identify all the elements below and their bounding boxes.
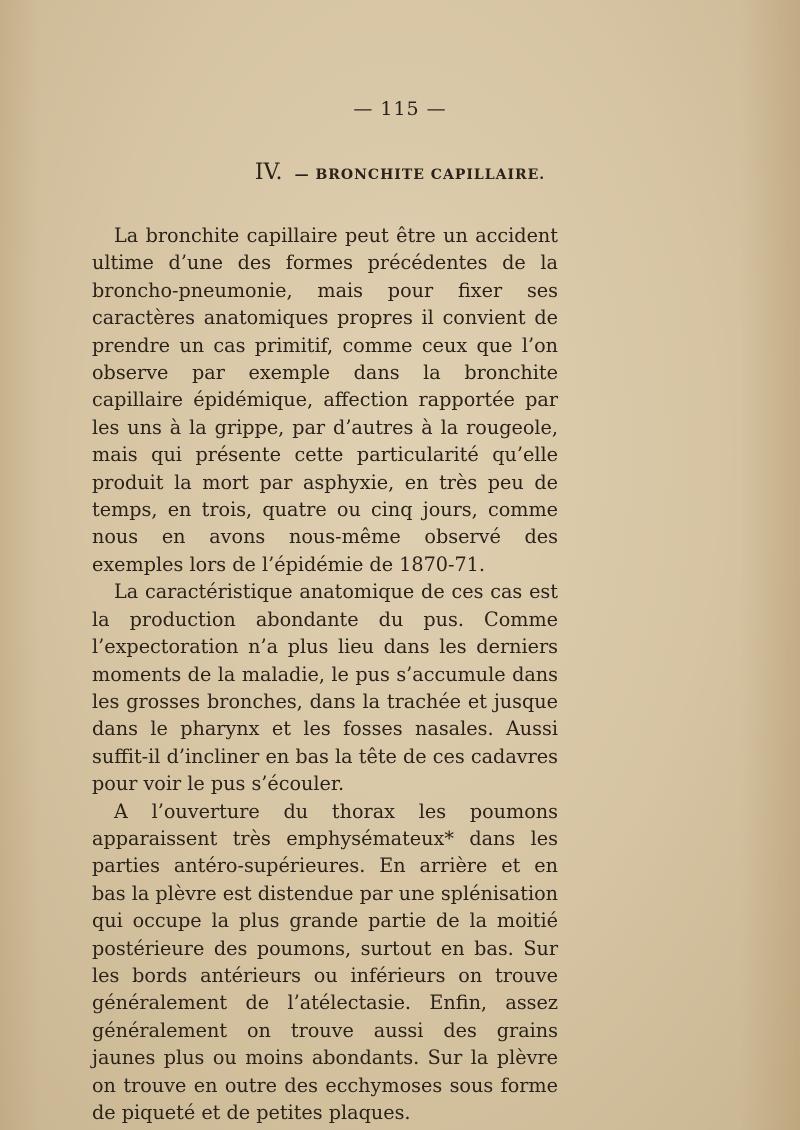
paragraph: La caractéristique anatomique de ces cas est la production abondante du pus. Comme l’expectoration n’a plus lieu dans les derniers moments de la maladie, le pus s’accumule dans les grosses bronches, dans la trachée et jusque dans le pharynx et les fosses nasales. Aussi suffit-il d’incliner en bas la tête de ces cadavres pour voir le pus s’écouler.	[92, 580, 558, 796]
page-number: — 115 —	[353, 98, 447, 120]
body-text	[92, 222, 558, 1126]
section-title: — BRONCHITE CAPILLAIRE.	[294, 167, 546, 183]
section-numeral: IV.	[254, 160, 283, 185]
section-heading	[0, 160, 800, 185]
paragraph: La bronchite capillaire peut être un accident ultime d’une des formes précédentes de la broncho-pneumonie, mais pour fixer ses caractères anatomiques propres il convient de prendre un cas primitif, comme ceux que l’on observe par exemple dans la bronchite capillaire épidémique, affection rapportée par les uns à la grippe, par d’autres à la rougeole, mais qui présente cette particularité qu’elle produit la mort par asphyxie, en très peu de temps, en trois, quatre ou cinq jours, comme nous en avons nous-même observé des exemples lors de l’épidémie de 1870-71.	[92, 224, 558, 576]
paragraph: A l’ouverture du thorax les poumons apparaissent très emphysémateux* dans les parties antéro-supérieures. En arrière et en bas la plèvre est distendue par une splénisation qui occupe la plus grande partie de la moitié postérieure des poumons, surtout en bas. Sur les bords antérieurs ou inférieurs on trouve généralement de l’atélectasie. Enfin, assez généralement on trouve aussi des grains jaunes plus ou moins abondants. Sur la plèvre on trouve en outre des ecchymoses sous forme de piqueté et de petites plaques.	[92, 799, 558, 1124]
